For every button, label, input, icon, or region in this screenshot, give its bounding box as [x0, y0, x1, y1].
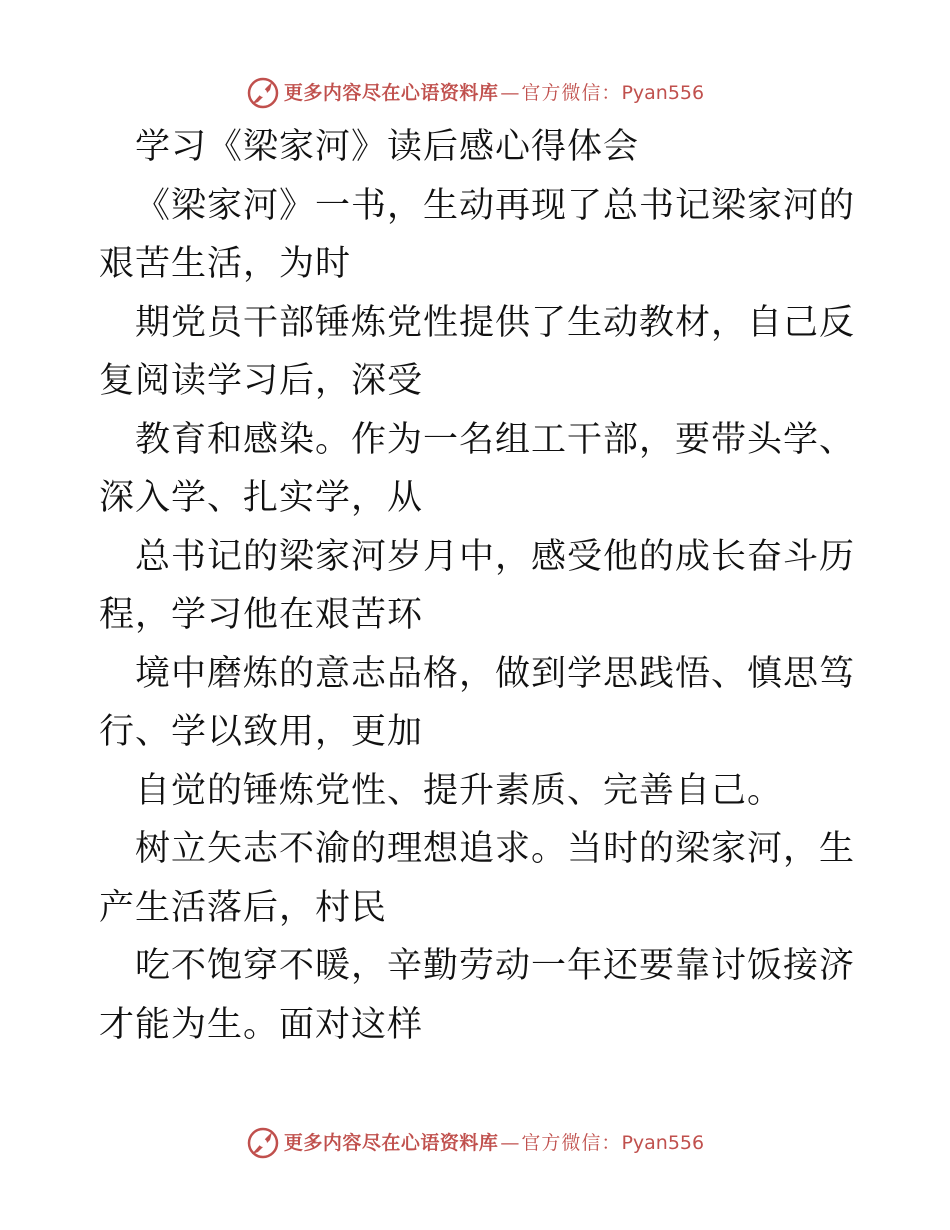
quill-logo-icon: [246, 76, 280, 110]
paragraph: 总书记的梁家河岁月中，感受他的成长奋斗历程，学习他在艰苦环: [99, 536, 856, 635]
paragraph: 《梁家河》一书，生动再现了总书记梁家河的艰苦生活，为时: [99, 185, 856, 284]
document-body: [99, 118, 859, 1054]
paragraph: 自觉的锤炼党性、提升素质、完善自己。: [135, 770, 784, 811]
banner-dash: —: [500, 82, 520, 104]
paragraph: 树立矢志不渝的理想追求。当时的梁家河，生产生活落后，村民: [99, 829, 856, 928]
paragraph: 吃不饱穿不暖，辛勤劳动一年还要靠讨饭接济才能为生。面对这样: [99, 946, 856, 1045]
banner-dash: —: [500, 1132, 520, 1154]
banner-wechat-id: Pyan556: [621, 1132, 705, 1154]
quill-logo-icon: [246, 1126, 280, 1160]
paragraph: 境中磨炼的意志品格，做到学思践悟、慎思笃行、学以致用，更加: [99, 653, 856, 752]
banner-wechat-id: Pyan556: [621, 82, 705, 104]
banner-promo: 更多内容尽在心语资料库: [283, 82, 499, 104]
header-banner: [0, 76, 950, 110]
document-title: 学习《梁家河》读后感心得体会: [135, 127, 640, 167]
banner-label: 官方微信：: [521, 82, 622, 104]
footer-banner: [0, 1126, 950, 1160]
paragraph: 教育和感染。作为一名组工干部，要带头学、深入学、扎实学，从: [99, 419, 856, 518]
banner-label: 官方微信：: [521, 1132, 622, 1154]
banner-promo: 更多内容尽在心语资料库: [283, 1132, 499, 1154]
paragraph: 期党员干部锤炼党性提供了生动教材，自己反复阅读学习后，深受: [99, 302, 856, 401]
